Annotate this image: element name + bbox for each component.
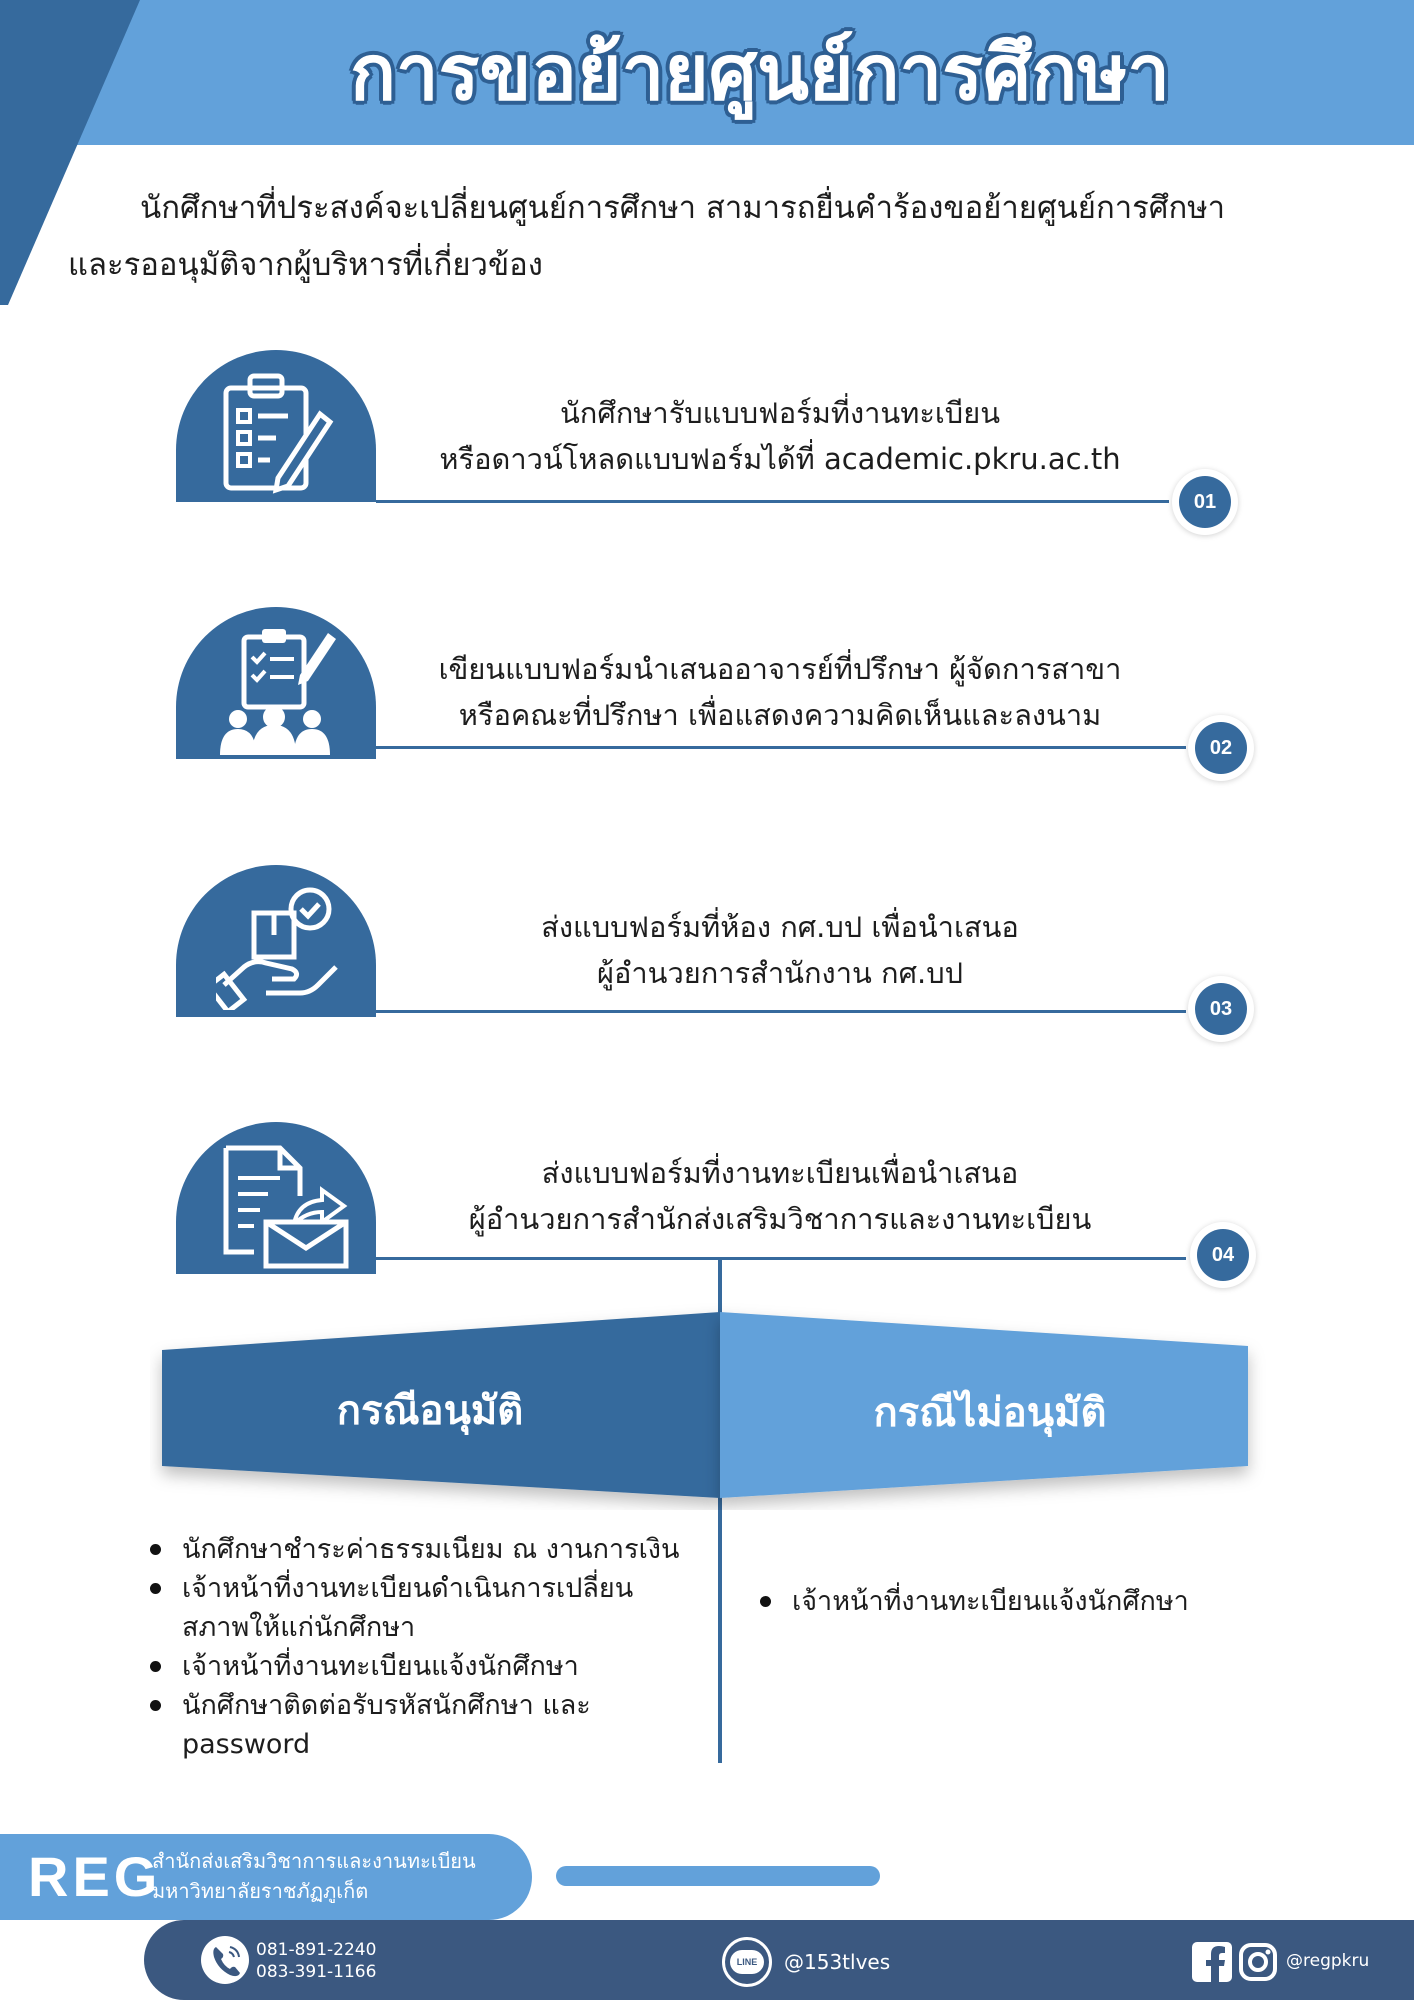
step-3-icon-tile bbox=[176, 865, 376, 1017]
step-4-line-1: ส่งแบบฟอร์มที่งานทะเบียนเพื่อนำเสนอ bbox=[541, 1156, 1019, 1190]
step-2-badge: 02 bbox=[1188, 715, 1254, 781]
step-4-badge: 04 bbox=[1190, 1222, 1256, 1288]
step-4-text bbox=[380, 1150, 1180, 1242]
list-item: นักศึกษาชำระค่าธรรมเนียม ณ งานการเงิน bbox=[146, 1530, 706, 1569]
document-envelope-send-icon bbox=[216, 1142, 356, 1272]
rejected-case-label: กรณีไม่อนุมัติ bbox=[873, 1390, 1107, 1436]
hand-package-check-icon bbox=[216, 885, 346, 1010]
clipboard-checklist-pen-icon bbox=[216, 370, 336, 495]
footer-org-line-1: สำนักส่งเสริมวิชาการและงานทะเบียน bbox=[152, 1849, 476, 1873]
list-item: เจ้าหน้าที่งานทะเบียนแจ้งนักศึกษา bbox=[146, 1647, 706, 1686]
step-3-badge: 03 bbox=[1188, 976, 1254, 1042]
step-2-icon-tile bbox=[176, 607, 376, 759]
approved-list bbox=[146, 1530, 706, 1764]
reg-logo: REG bbox=[28, 1845, 162, 1908]
instagram-icon bbox=[1238, 1942, 1278, 1982]
step-3-line-2: ผู้อำนวยการสำนักงาน กศ.บป bbox=[596, 956, 964, 990]
step-2-text bbox=[380, 646, 1180, 738]
list-item: นักศึกษาติดต่อรับรหัสนักศึกษา และ password bbox=[146, 1686, 706, 1764]
footer-phones bbox=[256, 1939, 376, 1983]
step-3-line-1: ส่งแบบฟอร์มที่ห้อง กศ.บป เพื่อนำเสนอ bbox=[541, 910, 1019, 944]
step-2-line bbox=[376, 746, 1186, 749]
step-1-line bbox=[376, 500, 1169, 503]
list-item: เจ้าหน้าที่งานทะเบียนแจ้งนักศึกษา bbox=[756, 1582, 1356, 1621]
intro-paragraph bbox=[68, 180, 1368, 294]
phone-number-2: 083-391-1166 bbox=[256, 1962, 377, 1982]
facebook-icon bbox=[1192, 1942, 1232, 1982]
step-1-text bbox=[380, 390, 1180, 482]
step-4-line bbox=[376, 1257, 1186, 1260]
step-4-line-2: ผู้อำนวยการสำนักส่งเสริมวิชาการและงานทะเบียน bbox=[468, 1202, 1092, 1236]
step-2-line-2: หรือคณะที่ปรึกษา เพื่อแสดงความคิดเห็นและลงนาม bbox=[458, 698, 1102, 732]
intro-line-2: และรออนุมัติจากผู้บริหารที่เกี่ยวข้อง bbox=[68, 247, 543, 283]
line-app-icon bbox=[722, 1937, 772, 1987]
footer-org-line-2: มหาวิทยาลัยราชภัฏภูเก็ต bbox=[152, 1879, 369, 1903]
step-4-icon-tile bbox=[176, 1122, 376, 1274]
step-1-icon-tile bbox=[176, 350, 376, 502]
footer-org-name bbox=[152, 1846, 476, 1906]
line-app-logo-text: LINE bbox=[730, 1950, 764, 1974]
rejected-list bbox=[756, 1582, 1356, 1621]
footer-accent-bar bbox=[556, 1866, 880, 1886]
step-3-text bbox=[380, 904, 1180, 996]
phone-icon bbox=[200, 1935, 250, 1985]
step-1-line-1: นักศึกษารับแบบฟอร์มที่งานทะเบียน bbox=[559, 396, 1001, 430]
line-id: @153tlves bbox=[784, 1950, 891, 1974]
step-1-line-2: หรือดาวน์โหลดแบบฟอร์มได้ที่ academic.pkru.ac.th bbox=[439, 442, 1121, 476]
social-handle: @regpkru bbox=[1286, 1951, 1370, 1971]
step-3-line bbox=[376, 1010, 1186, 1013]
phone-number-1: 081-891-2240 bbox=[256, 1940, 377, 1960]
step-2-line-1: เขียนแบบฟอร์มนำเสนออาจารย์ที่ปรึกษา ผู้จัดการสาขา bbox=[438, 652, 1122, 686]
step-1-badge: 01 bbox=[1172, 469, 1238, 535]
approved-case-label: กรณีอนุมัติ bbox=[336, 1388, 524, 1434]
intro-line-1: นักศึกษาที่ประสงค์จะเปลี่ยนศูนย์การศึกษา สามารถยื่นคำร้องขอย้ายศูนย์การศึกษา bbox=[140, 190, 1226, 226]
clipboard-group-people-icon bbox=[216, 627, 346, 757]
list-item: เจ้าหน้าที่งานทะเบียนดำเนินการเปลี่ยน สภาพให้แก่นักศึกษา bbox=[146, 1569, 706, 1647]
page-title: การขอย้ายศูนย์การศึกษา bbox=[349, 28, 1171, 117]
